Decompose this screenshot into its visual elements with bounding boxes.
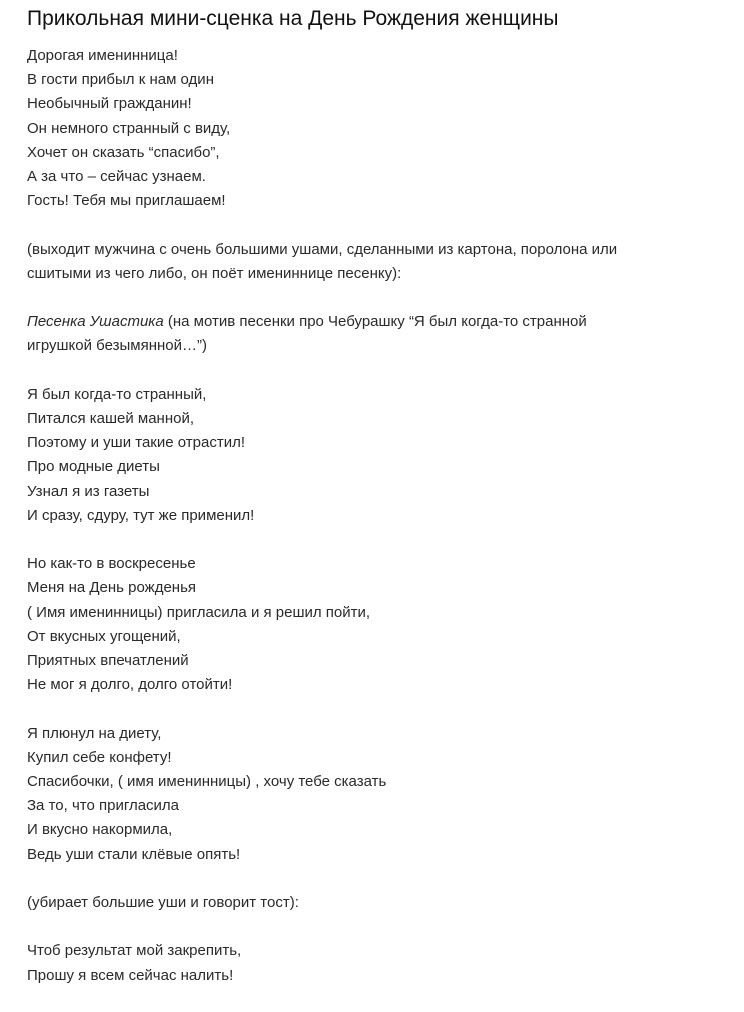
poem-line: Питался кашей манной,	[27, 410, 195, 427]
poem-line: Чтоб результат мой закрепить,	[27, 942, 242, 960]
poem-line: Гость! Тебя мы приглашаем!	[27, 192, 226, 210]
poem-line: От вкусных угощений,	[27, 627, 181, 645]
poem-line: Я был когда-то странный,	[27, 385, 207, 403]
toast-stanza	[27, 939, 727, 987]
poem-line: Не мог я долго, долго отойти!	[27, 676, 233, 694]
poem-line: Прошу я всем сейчас налить!	[27, 966, 234, 984]
article-body	[27, 44, 727, 988]
poem-line: Я плюнул на диету,	[27, 724, 162, 742]
poem-line: Хочет он сказать “спасибо”,	[27, 143, 220, 161]
song-verse-3	[27, 722, 727, 867]
song-verse-1	[27, 383, 727, 528]
poem-line: Меня на День рожденья	[27, 579, 197, 597]
poem-line: Ведь уши стали клёвые опять!	[27, 845, 241, 863]
stage-direction	[27, 891, 727, 915]
song-note-continued: игрушкой безымянной…”)	[27, 337, 207, 355]
direction-line: (выходит мужчина с очень большими ушами, сделанными из картона, поролона или	[27, 240, 618, 258]
song-verse-2	[27, 552, 727, 697]
poem-line: Поэтому и уши такие отрастил!	[27, 434, 245, 452]
song-note: (на мотив песенки про Чебурашку “Я был когда-то странной	[163, 313, 587, 331]
poem-line: Он немного странный с виду,	[27, 119, 231, 137]
article	[27, 0, 727, 1012]
poem-line: Дорогая именинница!	[27, 47, 178, 64]
poem-line: Но как-то в воскресенье	[27, 555, 196, 573]
song-heading	[27, 310, 727, 358]
poem-line: В гости прибыл к нам один	[27, 71, 214, 89]
song-title: Песенка Ушастика	[27, 313, 164, 331]
direction-line: (убирает большие уши и говорит тост):	[27, 894, 299, 912]
direction-line: сшитыми из чего либо, он поёт имениннице песенку):	[27, 264, 402, 282]
article-title: Прикольная мини-сценка на День Рождения женщины	[27, 7, 559, 30]
poem-line: Узнал я из газеты	[27, 482, 150, 500]
poem-line: Про модные диеты	[27, 458, 160, 476]
poem-line: И сразу, сдуру, тут же применил!	[27, 506, 255, 524]
poem-line: Спасибочки, ( имя именинницы) , хочу тебе сказать	[27, 773, 387, 791]
poem-line: А за что – сейчас узнаем.	[27, 168, 206, 186]
intro-stanza	[27, 44, 727, 213]
stage-direction	[27, 238, 727, 286]
song-heading-line	[27, 310, 727, 334]
poem-line: За то, что пригласила	[27, 797, 180, 815]
poem-line: ( Имя именинницы) пригласила и я решил пойти,	[27, 603, 371, 621]
poem-line: Купил себе конфету!	[27, 748, 172, 766]
poem-line: Необычный гражданин!	[27, 95, 192, 113]
poem-line: И вкусно накормила,	[27, 821, 173, 839]
poem-line: Приятных впечатлений	[27, 652, 189, 670]
